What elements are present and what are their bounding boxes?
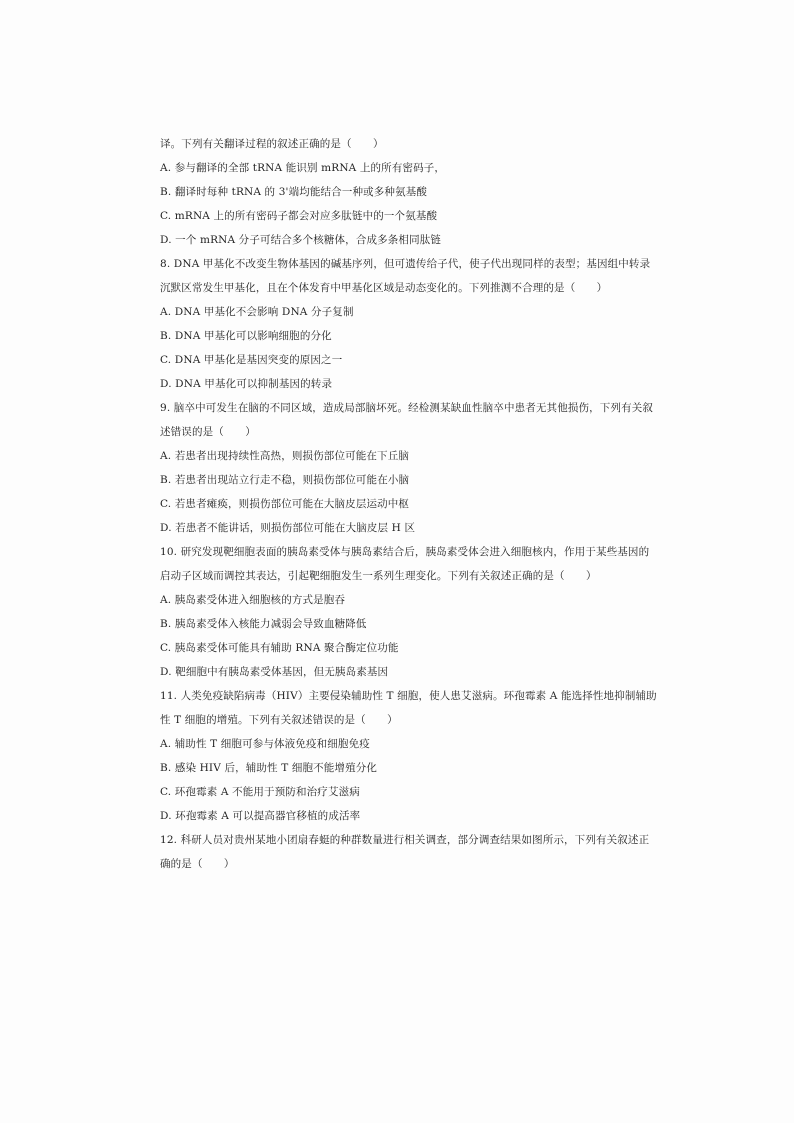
- q8-option-a: A. DNA 甲基化不会影响 DNA 分子复制: [160, 306, 354, 318]
- q11-stem-line1: 11. 人类免疫缺陷病毒（HIV）主要侵染辅助性 T 细胞，使人患艾滋病。环孢霉素 A 能选择性地抑制辅助: [160, 690, 657, 702]
- q10-option-d: D. 靶细胞中有胰岛素受体基因，但无胰岛素基因: [160, 666, 389, 678]
- q7-option-a: A. 参与翻译的全部 tRNA 能识别 mRNA 上的所有密码子，: [160, 162, 446, 174]
- q10-option-c: C. 胰岛素受体可能具有辅助 RNA 聚合酶定位功能: [160, 642, 399, 654]
- q9-option-d: D. 若患者不能讲话，则损伤部位可能在大脑皮层 H 区: [160, 522, 416, 534]
- q11-option-b: B. 感染 HIV 后，辅助性 T 细胞不能增殖分化: [160, 762, 378, 774]
- q9-option-c: C. 若患者瘫痪，则损伤部位可能在大脑皮层运动中枢: [160, 498, 410, 510]
- q10-option-b: B. 胰岛素受体入核能力减弱会导致血糖降低: [160, 618, 367, 630]
- q12-stem-line1: 12. 科研人员对贵州某地小团扇春蜓的种群数量进行相关调查，部分调查结果如图所示，下列有关叙述正: [160, 834, 650, 846]
- q7-option-d: D. 一个 mRNA 分子可结合多个核糖体，合成多条相同肽链: [160, 234, 442, 246]
- q10-option-a: A. 胰岛素受体进入细胞核的方式是胞吞: [160, 594, 346, 606]
- q7-option-b: B. 翻译时每种 tRNA 的 3'端均能结合一种或多种氨基酸: [160, 186, 428, 198]
- q11-option-d: D. 环孢霉素 A 可以提高器官移植的成活率: [160, 810, 361, 822]
- q9-stem-line2: 述错误的是（ ）: [160, 426, 256, 438]
- q8-option-b: B. DNA 甲基化可以影响细胞的分化: [160, 330, 332, 342]
- q12-stem-line2: 确的是（ ）: [160, 858, 235, 870]
- q10-stem-line2: 启动子区域而调控其表达，引起靶细胞发生一系列生理变化。下列有关叙述正确的是（ ）: [160, 570, 597, 582]
- q7-stem: 译。下列有关翻译过程的叙述正确的是（ ）: [160, 138, 384, 150]
- q8-stem-line2: 沉默区常发生甲基化，且在个体发育中甲基化区域是动态变化的。下列推测不合理的是（ ）: [160, 282, 608, 294]
- q11-option-c: C. 环孢霉素 A 不能用于预防和治疗艾滋病: [160, 786, 360, 798]
- q8-option-c: C. DNA 甲基化是基因突变的原因之一: [160, 354, 343, 366]
- q11-option-a: A. 辅助性 T 细胞可参与体液免疫和细胞免疫: [160, 738, 370, 750]
- q7-option-c: C. mRNA 上的所有密码子都会对应多肽链中的一个氨基酸: [160, 210, 438, 222]
- q8-stem-line1: 8. DNA 甲基化不改变生物体基因的碱基序列，但可遗传给子代，使子代出现同样的表型；基因组中转录: [160, 258, 651, 270]
- q10-stem-line1: 10. 研究发现靶细胞表面的胰岛素受体与胰岛素结合后，胰岛素受体会进入细胞核内，作用于某些基因的: [160, 546, 650, 558]
- q11-stem-line2: 性 T 细胞的增殖。下列有关叙述错误的是（ ）: [160, 714, 398, 726]
- q9-option-b: B. 若患者出现站立行走不稳，则损伤部位可能在小脑: [160, 474, 410, 486]
- q9-stem-line1: 9. 脑卒中可发生在脑的不同区域，造成局部脑坏死。经检测某缺血性脑卒中患者无其他损伤，下列有关叙: [160, 402, 654, 414]
- q9-option-a: A. 若患者出现持续性高热，则损伤部位可能在下丘脑: [160, 450, 410, 462]
- q8-option-d: D. DNA 甲基化可以抑制基因的转录: [160, 378, 333, 390]
